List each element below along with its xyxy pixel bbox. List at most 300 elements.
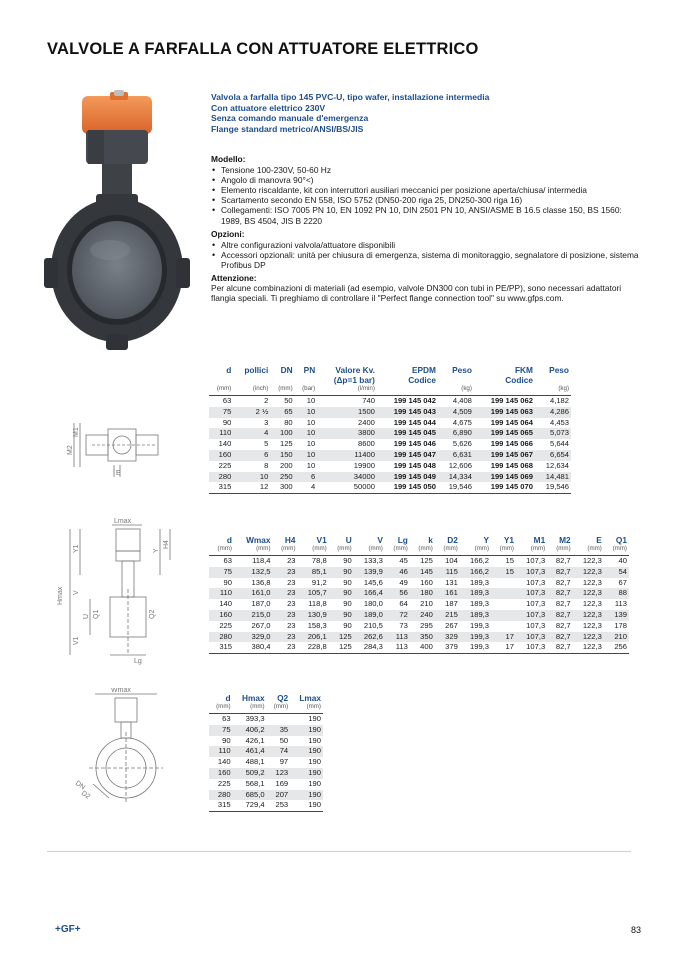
table-cell: 50 — [284, 396, 293, 405]
table-cell: 107,3 — [516, 632, 547, 643]
table-cell: 63 — [222, 396, 232, 405]
table-cell: 4,182 — [549, 396, 569, 405]
table-cell: 160 — [209, 450, 233, 461]
unit-label: (mm) — [209, 545, 234, 556]
table-cell: 8600 — [358, 439, 375, 449]
table-cell: 82,7 — [547, 567, 572, 578]
table-cell: 90 — [222, 735, 231, 745]
table-cell: 113 — [385, 642, 410, 653]
table-cell: 10 — [306, 439, 316, 449]
table-cell: 199 145 042 — [393, 396, 436, 405]
table-cell: 97 — [279, 757, 289, 767]
table-cell: 406,2 — [233, 725, 267, 736]
table-row — [209, 642, 629, 653]
table-cell: 215 — [435, 610, 460, 621]
table-cell: 253 — [267, 800, 291, 811]
table-cell: 284,3 — [354, 642, 385, 653]
table-cell: 131 — [445, 577, 458, 587]
table-cell: 199 145 049 — [377, 472, 438, 483]
table-row — [209, 610, 629, 621]
table-cell: 19900 — [353, 460, 375, 470]
table-row — [209, 450, 571, 461]
product-photo — [30, 90, 200, 365]
table-cell: 4,286 — [535, 407, 571, 418]
table-cell: 199 145 047 — [377, 450, 438, 461]
table-cell: 190 — [308, 778, 321, 788]
table-cell: 161,0 — [234, 588, 273, 599]
table-row — [209, 396, 571, 407]
col-header: k — [428, 535, 433, 545]
col-header: Lg — [397, 535, 408, 545]
table-cell: 267,0 — [251, 620, 271, 630]
dim-label: E — [116, 470, 121, 477]
table-cell: 45 — [399, 556, 408, 565]
table-cell: 160 — [209, 610, 234, 621]
dim-label: DN — [73, 779, 87, 792]
table-cell: 100 — [270, 428, 294, 439]
table-cell: 113 — [614, 599, 627, 609]
table-cell: 78,8 — [311, 556, 327, 565]
table-cell: 488,1 — [245, 757, 265, 767]
unit-label: (mm) — [573, 545, 604, 556]
table-cell: 10 — [233, 472, 270, 483]
dim-label: M2 — [67, 445, 74, 455]
table-cell: 4 — [295, 482, 318, 493]
table-cell: 23 — [273, 588, 298, 599]
table-cell: 23 — [287, 620, 296, 630]
table-cell: 158,3 — [307, 620, 327, 630]
table-cell: 350 — [410, 632, 435, 643]
table-cell: 189,3 — [460, 610, 491, 621]
table-cell: 10 — [306, 460, 316, 470]
options-list — [211, 240, 641, 270]
table-row — [209, 790, 323, 801]
table-cell: 140 — [217, 757, 231, 767]
table-cell: 90 — [343, 556, 352, 565]
table-cell: 169 — [275, 778, 289, 788]
table-cell: 329,0 — [234, 632, 273, 643]
table-cell: 250 — [270, 472, 294, 483]
table-cell: 14,481 — [535, 472, 571, 483]
attention-heading: Attenzione: — [211, 273, 257, 284]
col-header: FKM — [514, 365, 533, 375]
table-row — [209, 407, 571, 418]
table-cell: 12,606 — [448, 460, 472, 470]
table-cell: 110 — [209, 746, 233, 757]
table-cell: 225 — [219, 620, 232, 630]
table-cell: 80 — [284, 417, 293, 427]
attention-text: Per alcune combinazioni di materiali (ad esempio, valvole DN300 con tubi in PE/PP), sono necessari adattatori flangia speciali. Ti preghiamo di controllare il "Perfect flange connection tool" su www.gfps.com. — [211, 283, 622, 304]
table-cell: 50 — [279, 735, 289, 745]
col-header: E — [596, 535, 602, 545]
table-cell: 8 — [264, 460, 269, 470]
unit-label: (mm) — [547, 545, 572, 556]
table-cell — [267, 714, 291, 725]
table-cell: 166,4 — [354, 588, 385, 599]
footer-divider — [47, 851, 631, 852]
unit-label: (inch) — [233, 385, 270, 396]
table-cell: 85,1 — [298, 567, 329, 578]
table-cell: 426,1 — [245, 735, 265, 745]
subtitle-line: Con attuatore elettrico 230V — [211, 102, 326, 113]
table-row — [209, 768, 323, 779]
table-cell: 122,3 — [573, 632, 604, 643]
table-cell: 300 — [270, 482, 294, 493]
table-cell: 123 — [267, 768, 291, 779]
table-cell: 107,3 — [526, 599, 546, 609]
table-cell: 19,546 — [438, 482, 474, 493]
table-cell: 145,6 — [363, 577, 383, 587]
subtitle-line: Flange standard metrico/ANSI/BS/JIS — [211, 123, 364, 134]
drawing-front-view — [65, 688, 185, 808]
table-cell: 107,3 — [516, 610, 547, 621]
col-header: EPDM — [411, 365, 436, 375]
table-cell: 210 — [420, 599, 433, 609]
table-cell: 23 — [273, 632, 298, 643]
table-cell: 240 — [410, 610, 435, 621]
unit-label: (mm) — [234, 545, 273, 556]
table-cell: 90 — [343, 599, 352, 609]
table-cell: 74 — [267, 746, 291, 757]
table-cell: 15 — [505, 556, 514, 565]
table-cell: 1500 — [317, 407, 377, 418]
unit-label: (kg) — [535, 385, 571, 396]
table-cell: 5,644 — [549, 439, 569, 449]
page-number: 83 — [631, 925, 642, 935]
table-cell: 12,634 — [545, 460, 569, 470]
table-cell: 107,3 — [526, 556, 546, 565]
table-row — [209, 439, 571, 450]
table-cell: 2 — [264, 396, 269, 405]
table-cell: 295 — [420, 620, 433, 630]
table-cell: 11400 — [317, 450, 377, 461]
table-cell: 130,9 — [298, 610, 329, 621]
table-row — [209, 482, 571, 493]
table-cell: 6,890 — [438, 428, 474, 439]
dimensions-table — [209, 535, 629, 654]
table-row — [209, 621, 629, 632]
table-row — [209, 714, 323, 725]
table-cell: 82,7 — [555, 599, 571, 609]
table-cell: 206,1 — [298, 632, 329, 643]
description — [211, 152, 641, 303]
table-cell: 82,7 — [547, 632, 572, 643]
table-cell: 91,2 — [311, 577, 327, 587]
unit-label: (mm) — [267, 703, 291, 714]
table-cell: 380,4 — [234, 642, 273, 653]
table-cell — [491, 599, 516, 610]
table-cell: 379 — [435, 642, 460, 653]
table-cell: 189,3 — [470, 577, 490, 587]
col-header: V1 — [316, 535, 327, 545]
table-cell: 225 — [218, 460, 232, 470]
table-row — [209, 757, 323, 768]
table-cell: 280 — [209, 472, 233, 483]
unit-label: (mm) — [410, 545, 435, 556]
table-cell — [491, 610, 516, 621]
table-cell: 82,7 — [555, 577, 571, 587]
table-cell: 199 145 069 — [474, 472, 535, 483]
table-cell: 23 — [273, 642, 298, 653]
table-cell: 4 — [233, 428, 270, 439]
col-header: DN — [280, 365, 293, 375]
table-cell: 75 — [209, 567, 234, 578]
table-cell: 54 — [604, 567, 629, 578]
table-cell: 5,073 — [535, 428, 571, 439]
table-cell: 107,3 — [516, 588, 547, 599]
table-cell: 210,5 — [363, 620, 383, 630]
col-header: H4 — [284, 535, 296, 545]
table-cell: 199 145 044 — [393, 417, 436, 427]
table-cell: 10 — [306, 417, 316, 427]
col-header: d — [226, 365, 232, 375]
dim-label: Q2 — [149, 609, 156, 619]
table-cell: 90 — [343, 577, 352, 587]
table-cell: 19,546 — [535, 482, 571, 493]
table-row — [209, 461, 571, 472]
codes-table — [209, 365, 571, 494]
unit-label — [474, 385, 535, 396]
table-cell: 5,626 — [452, 439, 472, 449]
table-cell: 329 — [435, 632, 460, 643]
unit-label: (mm) — [604, 545, 629, 556]
table-cell: 199 145 067 — [474, 450, 535, 461]
table-cell: 23 — [273, 567, 298, 578]
table-cell: 82,7 — [547, 642, 572, 653]
table-cell: 509,2 — [233, 768, 267, 779]
table-cell: 400 — [410, 642, 435, 653]
table-cell: 161 — [435, 588, 460, 599]
table-cell: 199 145 070 — [474, 482, 535, 493]
table-cell: 199 145 066 — [490, 439, 533, 449]
table-cell: 56 — [385, 588, 410, 599]
table-cell: 110 — [209, 428, 233, 439]
col-header: Peso — [452, 365, 472, 375]
col-header: Valore Kv. — [335, 365, 375, 375]
table-cell: 190 — [308, 757, 321, 767]
col-header: Wmax — [246, 535, 271, 545]
table-cell: 46 — [385, 567, 410, 578]
table-cell: 133,3 — [363, 556, 383, 565]
table-row — [209, 736, 323, 747]
table-cell: 107,3 — [526, 620, 546, 630]
table-cell: 190 — [290, 790, 323, 801]
table-cell: 23 — [287, 599, 296, 609]
list-item: • Tensione 100-230V, 50-60 Hz — [211, 165, 641, 175]
table-cell: 82,7 — [555, 556, 571, 565]
table-row — [209, 556, 629, 567]
table-cell: 166,2 — [470, 556, 490, 565]
table-cell: 189,3 — [460, 588, 491, 599]
table-cell: 145 — [410, 567, 435, 578]
table-cell: 107,3 — [516, 567, 547, 578]
table-cell: 190 — [290, 746, 323, 757]
table-cell: 90 — [329, 567, 354, 578]
dim-label: V — [73, 590, 80, 595]
dim-label: Q1 — [93, 609, 100, 619]
table-cell: 75 — [209, 407, 233, 418]
table-cell: 160 — [209, 768, 233, 779]
table-cell: 2 ½ — [233, 407, 270, 418]
brand-logo: +GF+ — [55, 924, 81, 935]
page-title: VALVOLE A FARFALLA CON ATTUATORE ELETTRICO — [47, 40, 479, 58]
unit-label: (bar) — [295, 385, 318, 396]
table-cell: 207 — [267, 790, 291, 801]
table-cell: 315 — [209, 482, 233, 493]
options-heading: Opzioni: — [211, 228, 245, 239]
table-cell: 17 — [491, 642, 516, 653]
table-cell: 34000 — [317, 472, 377, 483]
table-cell: 189,0 — [354, 610, 385, 621]
table-cell — [491, 588, 516, 599]
table-cell: 6,654 — [535, 450, 571, 461]
dim-label: U — [83, 613, 90, 619]
dim-label: Lg — [134, 658, 142, 665]
dim-label: Y1 — [73, 544, 80, 553]
table-cell: 187 — [445, 599, 458, 609]
table-cell: 65 — [270, 407, 294, 418]
unit-label: (mm) — [273, 545, 298, 556]
unit-label: (mm) — [354, 545, 385, 556]
subtitle-line: Senza comando manuale d'emergenza — [211, 113, 369, 124]
table-cell: 199 145 048 — [393, 460, 436, 470]
unit-label: (mm) — [209, 385, 233, 396]
unit-label: (mm) — [385, 545, 410, 556]
table-cell: 685,0 — [233, 790, 267, 801]
table-cell: 118,4 — [252, 556, 271, 565]
col-header: V — [377, 535, 383, 545]
unit-label: (mm) — [516, 545, 547, 556]
table-cell: 315 — [209, 642, 234, 653]
table-cell: 82,7 — [547, 588, 572, 599]
table-cell: 393,3 — [245, 714, 265, 723]
table-cell: 122,3 — [582, 620, 602, 630]
table-cell: 107,3 — [516, 642, 547, 653]
col-header: Hmax — [241, 693, 265, 703]
table-cell: 125 — [329, 632, 354, 643]
table-cell: 15 — [491, 567, 516, 578]
table-cell: 104 — [445, 556, 458, 565]
table-cell: 4,453 — [549, 417, 569, 427]
dim-label: Y — [153, 548, 160, 553]
table-cell: 190 — [308, 735, 321, 745]
table-cell: 125 — [420, 556, 433, 565]
table-cell: 10 — [295, 428, 318, 439]
table-cell: 6 — [295, 472, 318, 483]
table-cell: 256 — [604, 642, 629, 653]
table-cell: 740 — [362, 396, 375, 405]
col-header: (Δp=1 bar) — [333, 375, 375, 385]
col-header: PN — [303, 365, 316, 375]
table-cell: 729,4 — [233, 800, 267, 811]
unit-label: (mm) — [233, 703, 267, 714]
unit-label: (mm) — [209, 703, 233, 714]
table-cell: 210 — [604, 632, 629, 643]
table-row — [209, 567, 629, 578]
dim-label: H4 — [163, 540, 170, 549]
table-cell: 180 — [410, 588, 435, 599]
table-cell: 4,509 — [438, 407, 474, 418]
table-cell: 67 — [618, 577, 627, 587]
table-cell: 140 — [218, 439, 232, 449]
table-cell: 6 — [233, 450, 270, 461]
height-table — [209, 693, 323, 812]
table-cell: 280 — [209, 632, 234, 643]
table-cell: 88 — [604, 588, 629, 599]
unit-label: (mm) — [491, 545, 516, 556]
table-cell: 90 — [329, 588, 354, 599]
table-cell: 215,0 — [234, 610, 273, 621]
table-cell: 280 — [209, 790, 233, 801]
table-cell: 113 — [385, 632, 410, 643]
col-header: U — [345, 535, 352, 545]
table-cell: 40 — [618, 556, 627, 565]
table-cell: 122,3 — [582, 556, 602, 565]
unit-label: (mm) — [298, 545, 329, 556]
col-header: Lmax — [299, 693, 321, 703]
table-cell: 125 — [279, 439, 293, 449]
table-row — [209, 588, 629, 599]
table-cell: 75 — [209, 725, 233, 736]
subtitle-line: Valvola a farfalla tipo 145 PVC-U, tipo wafer, installazione intermedia — [211, 92, 490, 102]
table-cell: 225 — [217, 778, 231, 788]
dim-label: D2 — [79, 789, 92, 801]
table-row — [209, 800, 323, 811]
table-cell: 199 145 065 — [474, 428, 535, 439]
table-cell: 160 — [420, 577, 433, 587]
table-cell: 10 — [295, 450, 318, 461]
table-cell: 105,7 — [298, 588, 329, 599]
table-cell: 90 — [329, 610, 354, 621]
list-item: • Accessori opzionali: unità per chiusura di emergenza, sistema di monitoraggio, segnalatore di posizione, sistema Profibus DP — [211, 250, 641, 270]
table-cell: 189,3 — [470, 599, 490, 609]
table-row — [209, 779, 323, 790]
table-cell: 166,2 — [460, 567, 491, 578]
table-cell: 118,8 — [308, 599, 327, 609]
unit-label: (mm) — [435, 545, 460, 556]
table-cell: 199 145 050 — [377, 482, 438, 493]
table-row — [209, 428, 571, 439]
table-cell: 10 — [295, 407, 318, 418]
table-cell: 228,8 — [298, 642, 329, 653]
table-cell: 199,3 — [470, 620, 490, 630]
table-cell: 82,7 — [555, 620, 571, 630]
table-cell: 139,9 — [354, 567, 385, 578]
unit-label: (mm) — [290, 703, 323, 714]
dim-label: Lmax — [114, 518, 132, 525]
table-cell: 132,5 — [234, 567, 273, 578]
col-header: Q2 — [277, 693, 289, 703]
table-cell: 23 — [287, 556, 296, 565]
col-header: pollici — [244, 365, 269, 375]
table-cell: 122,3 — [573, 642, 604, 653]
unit-label: (kg) — [438, 385, 474, 396]
table-row — [209, 578, 629, 589]
table-cell: 4,408 — [452, 396, 472, 405]
table-cell: 125 — [329, 642, 354, 653]
table-cell: 461,4 — [233, 746, 267, 757]
table-cell: 199 145 043 — [377, 407, 438, 418]
model-list — [211, 165, 641, 226]
table-cell: 199 145 045 — [377, 428, 438, 439]
table-cell — [491, 578, 516, 589]
table-cell: 17 — [491, 632, 516, 643]
col-header: d — [225, 693, 231, 703]
table-cell: 6,631 — [438, 450, 474, 461]
unit-label: (mm) — [329, 545, 354, 556]
table-cell: 12 — [233, 482, 270, 493]
unit-label: (l/min) — [317, 385, 377, 396]
